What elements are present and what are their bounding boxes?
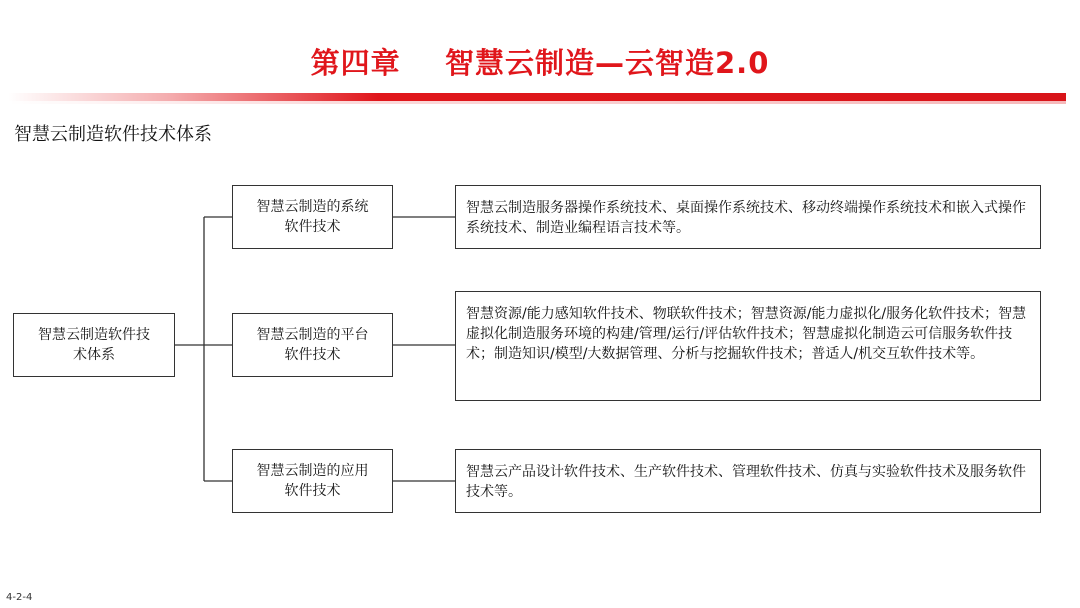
page-code: 4-2-4 xyxy=(6,592,33,603)
root-node-line2: 术体系 xyxy=(73,347,115,363)
branch-node-line1: 智慧云制造的系统 xyxy=(256,199,369,215)
root-node-line1: 智慧云制造软件技 xyxy=(38,327,150,343)
desc-box-platform: 智慧资源/能力感知软件技术、物联软件技术；智慧资源/能力虚拟化/服务化软件技术；智慧虚拟化制造服务环境的构建/管理/运行/评估软件技术；智慧虚拟化制造云可信服务软件技术；制造知识/模型/大数据管理、分析与挖掘软件技术；普适人/机交互软件技术等。 xyxy=(455,291,1041,401)
branch-node-system xyxy=(232,185,393,249)
desc-box-system: 智慧云制造服务器操作系统技术、桌面操作系统技术、移动终端操作系统技术和嵌入式操作系统技术、制造业编程语言技术等。 xyxy=(455,185,1041,249)
section-subtitle: 智慧云制造软件技术体系 xyxy=(14,124,212,145)
chapter-title: 第四章 智慧云制造—云智造2.0 xyxy=(310,46,770,80)
branch-node-line1: 智慧云制造的应用 xyxy=(256,463,369,479)
root-node xyxy=(13,313,175,377)
branch-node-line2: 软件技术 xyxy=(284,219,341,235)
branch-node-line2: 软件技术 xyxy=(284,483,341,499)
branch-node-application xyxy=(232,449,393,513)
branch-node-platform xyxy=(232,313,393,377)
branch-node-line2: 软件技术 xyxy=(284,347,341,363)
desc-box-application: 智慧云产品设计软件技术、生产软件技术、管理软件技术、仿真与实验软件技术及服务软件技术等。 xyxy=(455,449,1041,513)
branch-node-line1: 智慧云制造的平台 xyxy=(256,327,369,343)
